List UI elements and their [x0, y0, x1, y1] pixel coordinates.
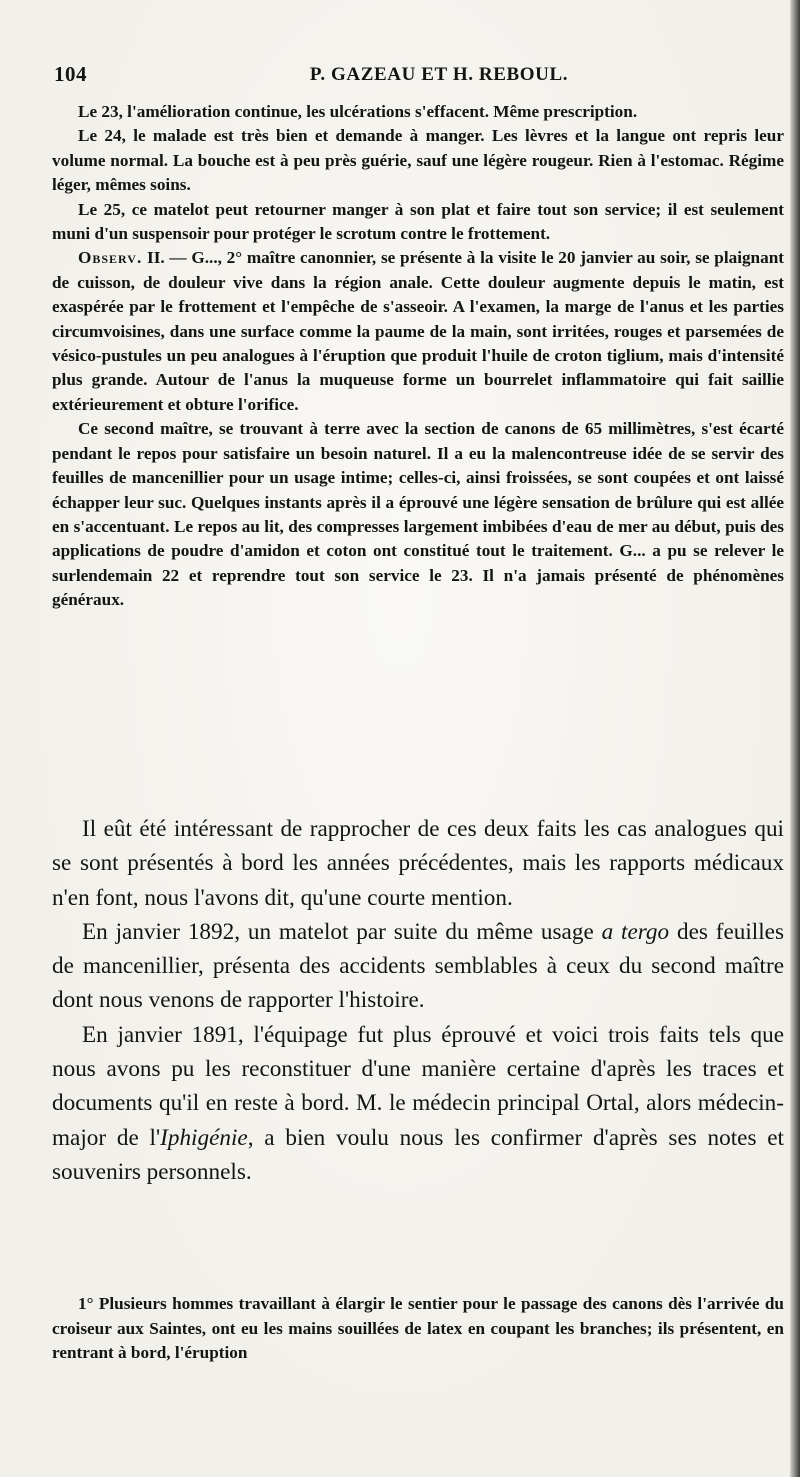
observation-text: se présente à la visite le 20 janvier au soir, se plaignant de cuisson, de douleur vive dans la région anale. Cette douleur augmente depuis le matin, est exaspérée par le frottement et l'empêche de s'asseoir. A l'examen, la marge de l'anus et les parties circumvoisines, dans une surface comme la paume de la main, sont irritées, rouges et parsemées de vésico-pustules un peu analogues à l'éruption que produit l'huile de croton tiglium, mais d'intensité plus grande. Autour de l'anus la muqueuse forme un bourrelet inflammatoire qui fait saillie extérieurement et obture l'orifice.	[52, 248, 784, 414]
paragraph-le-25: Le 25, ce matelot peut retourner manger à son plat et faire tout son service; il est seulement muni d'un suspensoir pour protéger le scrotum contre le frottement.	[52, 199, 784, 244]
paragraph-le-24: Le 24, le malade est très bien et demande à manger. Les lèvres et la langue ont repris leur volume normal. La bouche est à peu près guérie, sauf une légère rougeur. Rien à l'estomac. Régime léger, mêmes soins.	[52, 126, 784, 195]
observation-number: II. — G..., 2° maître canonnier,	[147, 248, 377, 268]
observation-followup-paragraph: Ce second maître, se trouvant à terre avec la section de canons de 65 millimètres, s'est écarté pendant le repos pour satisfaire un besoin naturel. Il a eu la malencontreuse idée de se servir des feuilles de mancenillier pour un usage intime; celles-ci, ainsi froissées, se sont coupées et ont laissé échapper leur suc. Quelques instants après il a éprouvé une légère sensation de brûlure qui est allée en s'accentuant. Le repos au lit, des compresses largement imbibées d'eau de mer au début, puis des applications de poudre d'amidon et coton ont constitué tout le traitement. G... a pu se relever le surlendemain 22 et reprendre tout son service le 23. Il n'a jamais présenté de phénomènes généraux.	[52, 419, 784, 610]
large-print-section	[52, 812, 784, 1189]
paragraph-rapprocher: Il eût été intéressant de rapprocher de ces deux faits les cas analogues qui se sont présentés à bord les années précédentes, mais les rapports médicaux n'en font, nous l'avons dit, qu'une courte mention.	[52, 816, 784, 911]
italic-run: a tergo	[601, 918, 670, 945]
text-run: , a bien voulu nous les confirmer d'après ses notes et souvenirs personnels.	[52, 1124, 784, 1185]
text-run: des feuilles de mancenillier, présenta des accidents semblables à ceux du second maître dont nous venons de rapporter l'histoire.	[52, 918, 784, 1014]
page-number: 104	[54, 62, 87, 86]
bottom-small-print-section	[52, 1292, 784, 1366]
observation-label: Observ.	[78, 248, 143, 268]
paragraph-plusieurs-hommes: 1° Plusieurs hommes travaillant à élargir le sentier pour le passage des canons dès l'arrivée du croiseur aux Saintes, ont eu les mains souillées de latex en coupant les branches; ils présentent, en rentrant à bord, l'éruption	[52, 1294, 784, 1363]
text-run: En janvier 1892, un matelot par suite du même usage	[82, 918, 602, 945]
page-header	[54, 62, 784, 94]
small-print-section	[52, 100, 784, 613]
text-run: En janvier 1891, l'équipage fut plus éprouvé et voici trois faits tels que nous avons pu les reconstituer d'une manière certaine d'après les traces et documents qu'il en reste à bord. M. le médecin principal Ortal, alors médecin-major de l'	[52, 1021, 784, 1151]
ship-name-italic: Iphigénie	[160, 1124, 248, 1151]
paragraph-janvier-1892	[52, 915, 784, 1018]
paragraph-le-23: Le 23, l'amélioration continue, les ulcérations s'effacent. Même prescription.	[78, 102, 638, 121]
running-head: P. GAZEAU ET H. REBOUL.	[309, 64, 569, 85]
observation-paragraph	[52, 246, 784, 417]
paragraph-janvier-1891	[52, 1018, 784, 1189]
page-edge-shadow	[790, 0, 800, 1477]
